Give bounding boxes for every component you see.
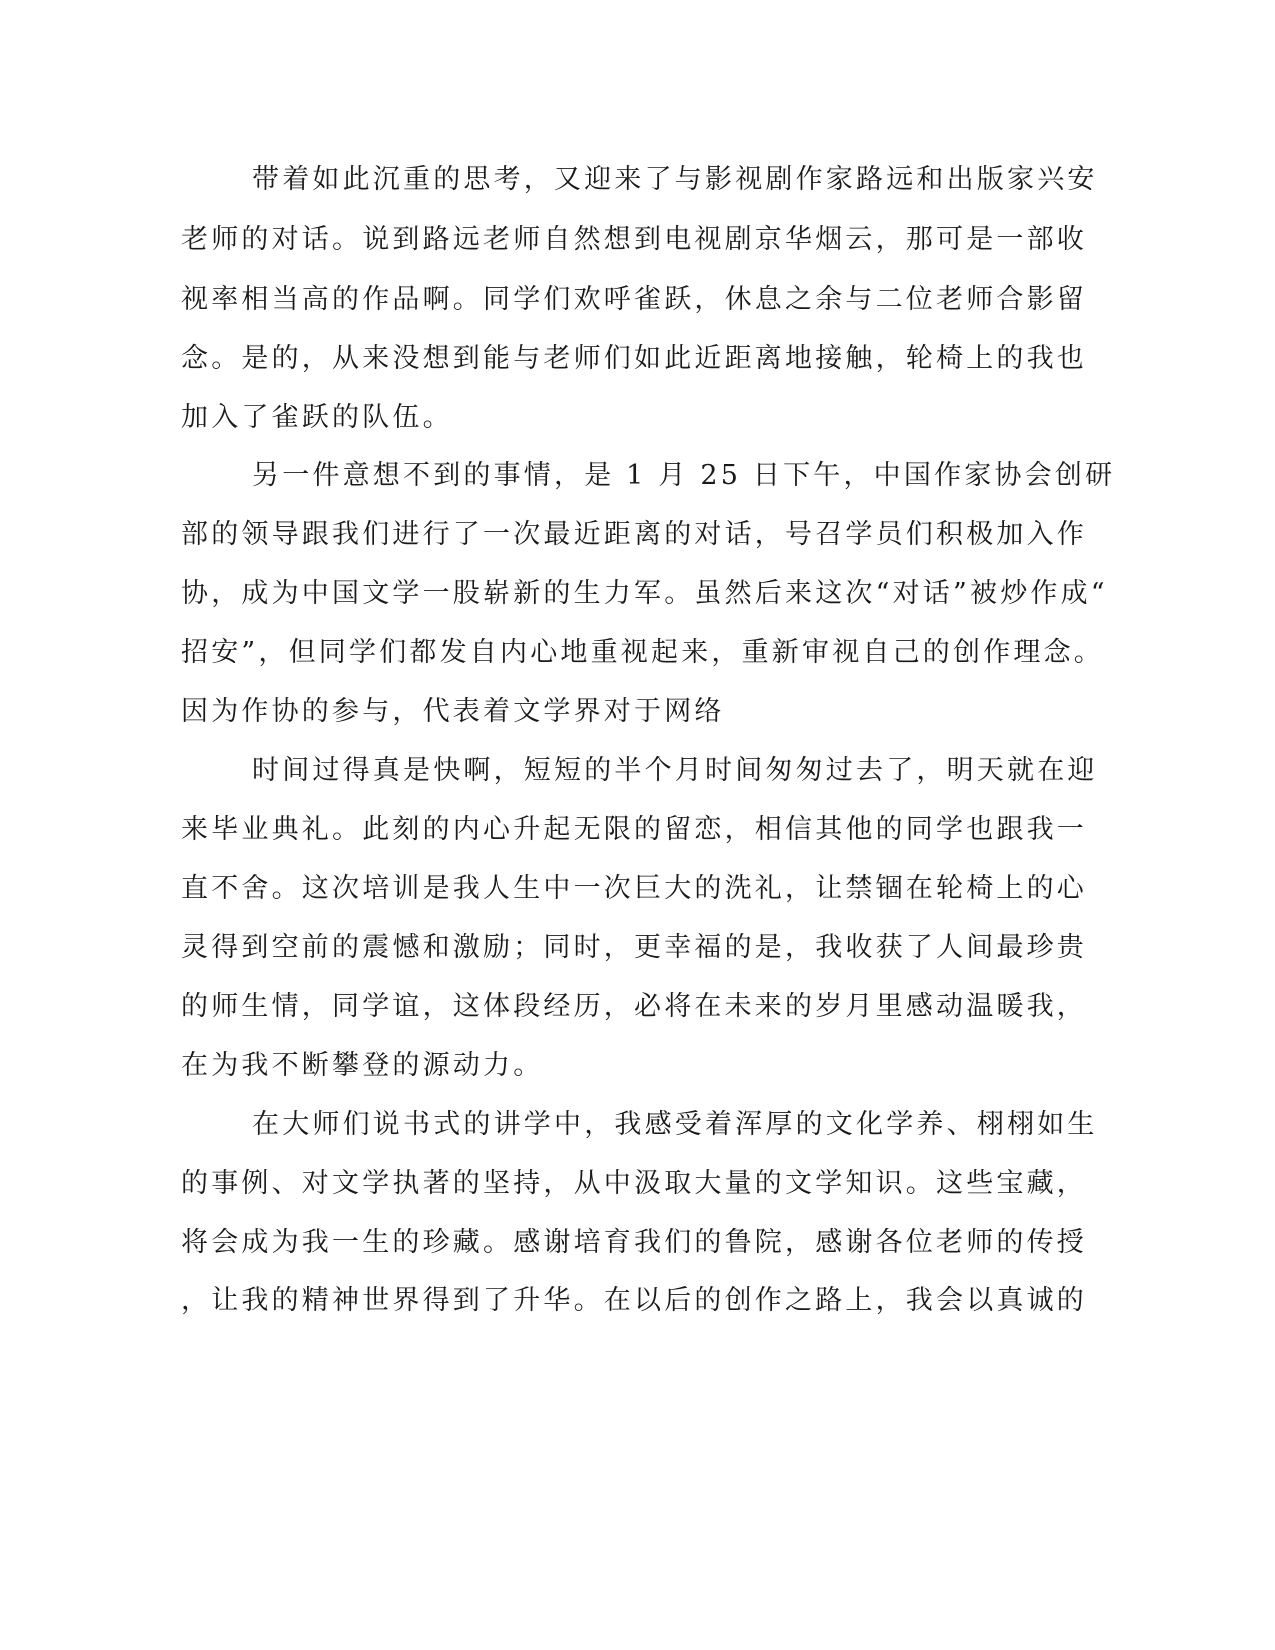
paragraph-1-line-1: 带着如此沉重的思考，又迎来了与影视剧作家路远和出版家兴安 bbox=[252, 164, 1098, 195]
paragraph-4-line-2: 的事例、对文学执著的坚持，从中汲取大量的文学知识。这些宝藏， bbox=[181, 1168, 1087, 1199]
paragraph-3-line-5: 的师生情，同学谊，这体段经历，必将在未来的岁月里感动温暖我， bbox=[181, 991, 1087, 1022]
paragraph-2-line-5: 因为作协的参与，代表着文学界对于网络 bbox=[181, 696, 725, 727]
paragraph-2-line-2: 部的领导跟我们进行了一次最近距离的对话，号召学员们积极加入作 bbox=[181, 519, 1087, 550]
paragraph-1-line-2: 老师的对话。说到路远老师自然想到电视剧京华烟云，那可是一部收 bbox=[181, 224, 1087, 255]
paragraph-1-line-4: 念。是的，从来没想到能与老师们如此近距离地接触，轮椅上的我也 bbox=[181, 343, 1087, 374]
paragraph-1-line-5: 加入了雀跃的队伍。 bbox=[181, 402, 453, 433]
paragraph-4-line-3: 将会成为我一生的珍藏。感谢培育我们的鲁院，感谢各位老师的传授 bbox=[181, 1227, 1087, 1258]
paragraph-3-line-1: 时间过得真是快啊，短短的半个月时间匆匆过去了，明天就在迎 bbox=[252, 755, 1098, 786]
paragraph-4-line-1: 在大师们说书式的讲学中，我感受着浑厚的文化学养、栩栩如生 bbox=[252, 1109, 1098, 1140]
paragraph-3-line-6: 在为我不断攀登的源动力。 bbox=[181, 1050, 544, 1081]
paragraph-1-line-3: 视率相当高的作品啊。同学们欢呼雀跃，休息之余与二位老师合影留 bbox=[181, 284, 1087, 315]
paragraph-3-line-4: 灵得到空前的震憾和激励；同时，更幸福的是，我收获了人间最珍贵 bbox=[181, 932, 1087, 963]
paragraph-3-line-2: 来毕业典礼。此刻的内心升起无限的留恋，相信其他的同学也跟我一 bbox=[181, 814, 1087, 845]
paragraph-2-line-3: 协，成为中国文学一股崭新的生力军。虽然后来这次“对话”被炒作成“ bbox=[181, 578, 1108, 609]
paragraph-2-line-1: 另一件意想不到的事情，是 1 月 25 日下午，中国作家协会创研 bbox=[252, 460, 1116, 491]
paragraph-4-line-4: ，让我的精神世界得到了升华。在以后的创作之路上，我会以真诚的 bbox=[181, 1285, 1087, 1316]
paragraph-3-line-3: 直不舍。这次培训是我人生中一次巨大的洗礼，让禁锢在轮椅上的心 bbox=[181, 873, 1087, 904]
paragraph-2-line-4: 招安”，但同学们都发自内心地重视起来，重新审视自己的创作理念。 bbox=[181, 637, 1105, 668]
